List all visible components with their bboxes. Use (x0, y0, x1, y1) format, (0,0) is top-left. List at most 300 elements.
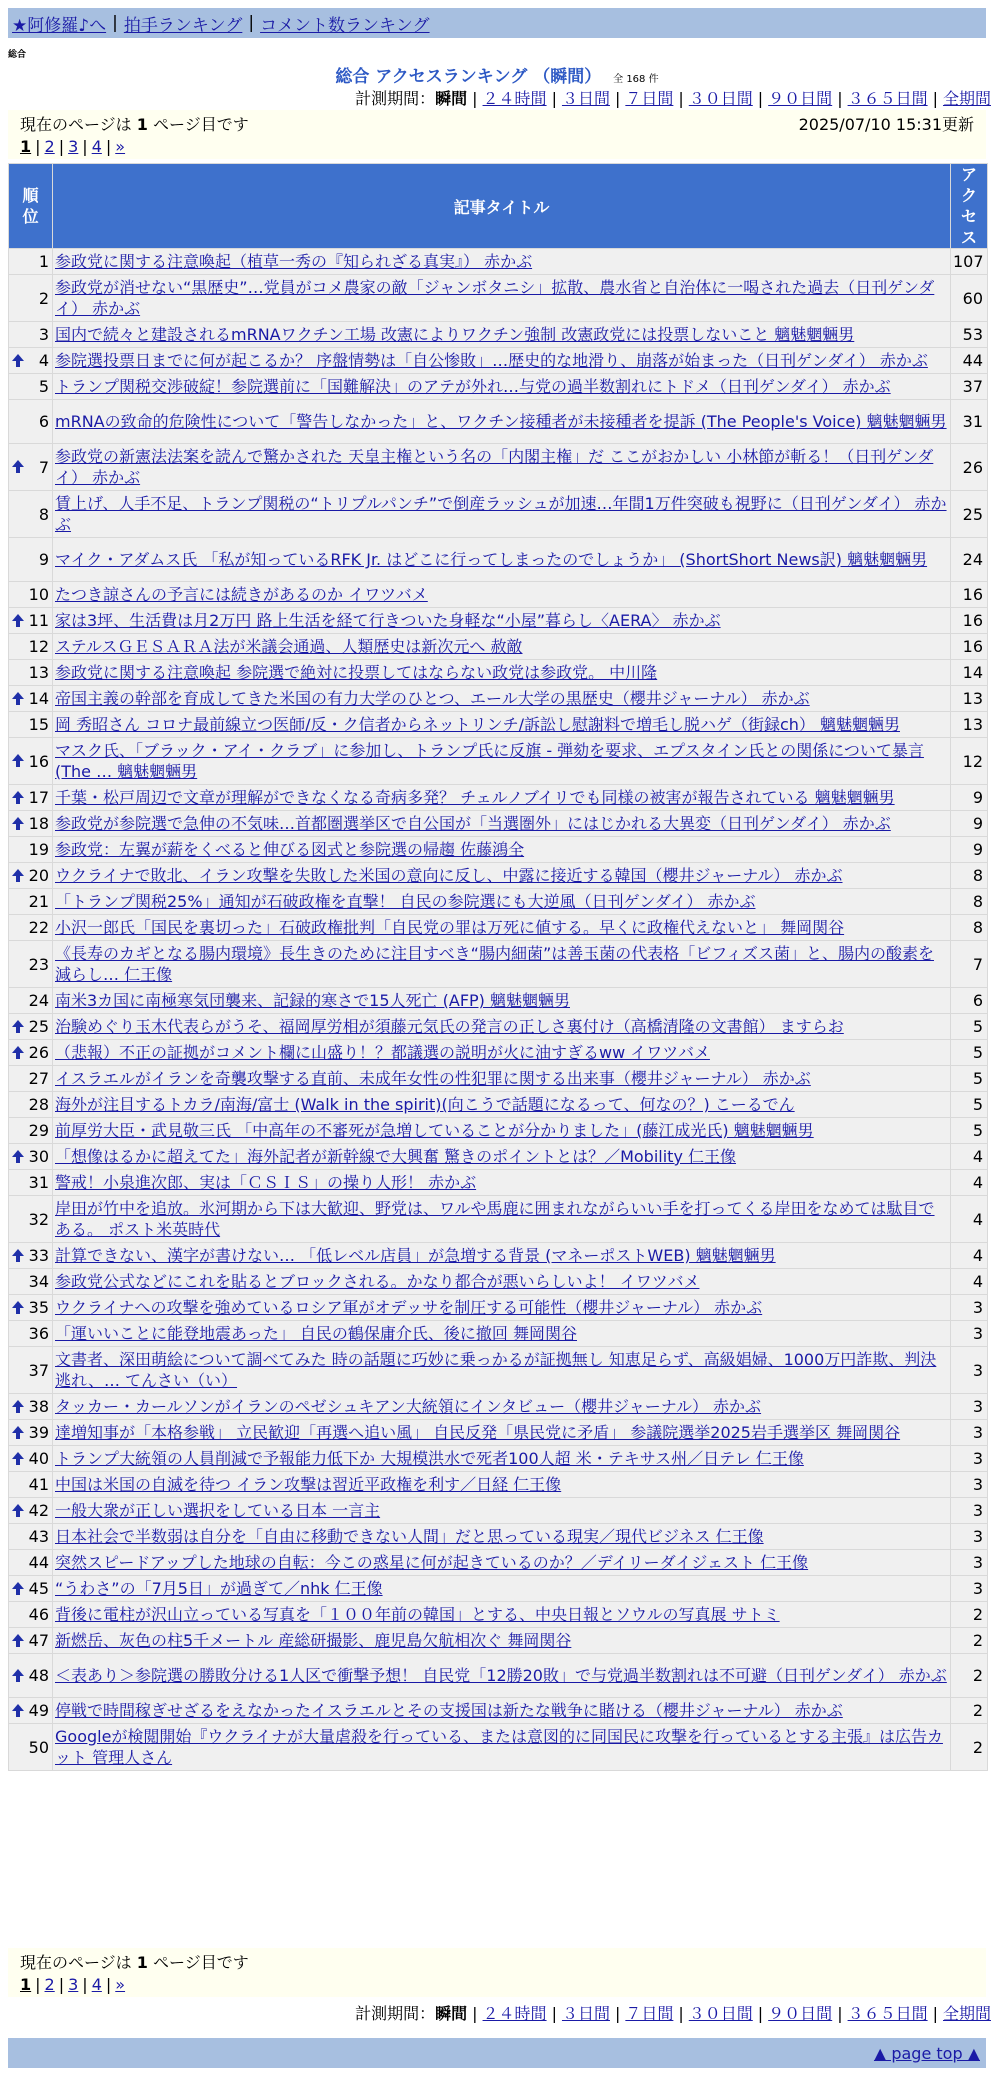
title-cell (53, 686, 950, 711)
article-link[interactable]: 計算できない、漢字が書けない… 「低レベル店員」が急増する背景 (マネーポストWEB) 魑魅魍魎男 (55, 1246, 776, 1265)
rank-cell (9, 941, 52, 987)
table-row (9, 1118, 987, 1143)
period-selector-top (355, 86, 991, 109)
article-link[interactable]: 参政党が消せない“黒歴史”…党員がコメ農家の敵「ジャンボタニシ」拡散、農水省と自治体に一喝された過去（日刊ゲンダイ） 赤かぶ (55, 278, 935, 318)
period-label: 計測期間： (355, 89, 436, 108)
rank-cell (9, 1066, 52, 1091)
access-count: 9 (951, 785, 987, 810)
article-link[interactable]: 「想像はるかに超えてた」海外記者が新幹線で大興奮 驚きのポイントとは？／Mobility 仁王像 (55, 1147, 737, 1166)
access-count: 8 (951, 915, 987, 940)
pager-next[interactable]: » (115, 136, 126, 156)
article-link[interactable]: 国内で続々と建設されるmRNAワクチン工場 改憲によりワクチン強制 改憲政党には投票しないこと 魑魅魍魎男 (55, 325, 855, 344)
article-link[interactable]: 警戒！小泉進次郎、実は「ＣＳＩＳ」の操り人形！ 赤かぶ (55, 1173, 477, 1192)
rank-cell (9, 1394, 52, 1419)
comment-ranking-link[interactable]: コメント数ランキング (260, 15, 430, 36)
access-count: 9 (951, 837, 987, 862)
access-count: 4 (951, 1196, 987, 1242)
access-count: 2 (951, 1698, 987, 1723)
rank-cell (9, 837, 52, 862)
rank-cell (9, 1144, 52, 1169)
article-link[interactable]: マスク氏、「ブラック・アイ・クラブ」に参加し、トランプ氏に反旗 - 弾劾を要求、エプスタイン氏との関係について暴言 (The … 魑魅魍魎男 (55, 741, 924, 781)
article-link[interactable]: 参政党に関する注意喚起（植草一秀の『知られざる真実』） 赤かぶ (55, 252, 533, 271)
rank-number: 20 (28, 866, 49, 885)
period-separator: | (837, 2004, 843, 2023)
title-cell (53, 1420, 950, 1445)
period-option[interactable]: ７日間 (625, 89, 674, 108)
nav-separator: | (112, 13, 118, 33)
access-count: 26 (951, 444, 987, 490)
article-link[interactable]: ステルスＧＥＳＡＲＡ法が米議会通過、人類歴史は新次元へ 赦敵 (55, 637, 523, 656)
table-row (9, 1092, 987, 1117)
rank-number: 45 (28, 1579, 49, 1598)
rank-number: 34 (28, 1272, 49, 1291)
access-count: 16 (951, 608, 987, 633)
title-cell (53, 249, 950, 274)
table-row (9, 1347, 987, 1393)
article-link[interactable]: 千葉・松戸周辺で文章が理解ができなくなる奇病多発？ チェルノブイリでも同様の被害が報告されている 魑魅魍魎男 (55, 788, 895, 807)
table-row (9, 738, 987, 784)
article-link[interactable]: 文書者、深田萌絵について調べてみた 時の話題に巧妙に乗っかるが証拠無し 知恵足らず、高級娼婦、1000万円詐欺、判決逃れ、… てんさい（い） (55, 1350, 937, 1390)
table-row (9, 1014, 987, 1039)
title-cell (53, 1118, 950, 1143)
title-cell (53, 1698, 950, 1723)
access-count: 2 (951, 1602, 987, 1627)
period-separator: | (757, 89, 764, 108)
title-cell (53, 837, 950, 862)
article-link[interactable]: 小沢一郎氏「国民を裏切った」石破政権批判「自民党の罪は万死に値する。早くに政権代えないと」 舞岡関谷 (55, 918, 845, 937)
rank-number: 8 (38, 504, 49, 524)
period-separator: | (472, 2004, 478, 2023)
period-separator: | (472, 89, 478, 108)
table-row (9, 1321, 987, 1346)
nav-separator: | (248, 13, 255, 33)
title-cell (53, 275, 950, 321)
pager-top (20, 135, 974, 157)
rank-cell (9, 1628, 52, 1653)
period-selector-bottom (355, 2001, 991, 2024)
rank-number: 3 (38, 325, 49, 344)
period-option[interactable]: ３０日間 (688, 89, 753, 108)
rank-number: 6 (38, 412, 49, 431)
table-row (9, 608, 987, 633)
title-cell (53, 1196, 950, 1242)
access-count: 5 (951, 1066, 987, 1091)
rank-number: 41 (28, 1475, 49, 1494)
rank-cell (9, 582, 52, 607)
table-row (9, 660, 987, 685)
article-link[interactable]: 背後に電柱が沢山立っている写真を「１００年前の韓国」とする、中央日報とソウルの写真展 サトミ (55, 1605, 780, 1624)
rank-number: 38 (28, 1397, 49, 1416)
title-cell (53, 322, 950, 347)
rank-number: 40 (28, 1449, 49, 1468)
title-cell (53, 1269, 950, 1294)
rank-number: 43 (28, 1527, 49, 1546)
access-count: 13 (951, 712, 987, 737)
article-link[interactable]: 前厚労大臣・武見敬三氏 「中高年の不審死が急増していることが分かりました」(藤江成光氏) 魑魅魍魎男 (55, 1121, 814, 1140)
rank-cell (9, 1446, 52, 1471)
article-link[interactable]: 賃上げ、人手不足、トランプ関税の“トリプルパンチ”で倒産ラッシュが加速…年間1万件突破も視野に（日刊ゲンダイ） 赤かぶ (55, 494, 947, 534)
rank-number: 11 (28, 611, 49, 630)
title-cell (53, 1394, 950, 1419)
access-count: 3 (951, 1472, 987, 1497)
title-cell (53, 582, 950, 607)
article-link[interactable]: 「運いいことに能登地震あった」 自民の鶴保庸介氏、後に撤回 舞岡関谷 (55, 1324, 578, 1343)
article-link[interactable]: 突然スピードアップした地球の自転：今この惑星に何が起きているのか？／デイリーダイジェスト 仁王像 (55, 1553, 809, 1572)
article-link[interactable]: 参政党に関する注意喚起 参院選で絶対に投票してはならない政党は参政党。 中川隆 (55, 663, 658, 682)
rank-number: 39 (28, 1423, 49, 1442)
access-count: 12 (951, 738, 987, 784)
rank-cell (9, 712, 52, 737)
period-option[interactable]: ９０日間 (768, 2004, 833, 2023)
period-option[interactable]: ３日間 (561, 2004, 610, 2023)
access-count: 8 (951, 889, 987, 914)
article-link[interactable]: たつき諒さんの予言には続きがあるのか イワツバメ (55, 585, 428, 604)
rank-number: 4 (38, 351, 49, 370)
period-current: 瞬間 (435, 89, 468, 108)
title-cell (53, 1040, 950, 1065)
rank-number: 2 (38, 288, 49, 308)
access-count: 4 (951, 1269, 987, 1294)
title-cell (53, 1654, 950, 1697)
rank-cell (9, 863, 52, 888)
rank-number: 23 (28, 954, 49, 974)
article-link[interactable]: トランプ関税交渉破綻！参院選前に「国難解決」のアテが外れ…与党の過半数割れにトドメ（日刊ゲンダイ） 赤かぶ (55, 377, 891, 396)
article-link[interactable]: 海外が注目するトカラ/南海/富士 (Walk in the spirit)(向こうで話題になるって、何なの？) こーるでん (55, 1095, 795, 1114)
rank-number: 42 (28, 1501, 49, 1520)
ranking-rows (9, 249, 987, 1770)
article-link[interactable]: 日本社会で半数弱は自分を「自由に移動できない人間」だと思っている現実／現代ビジネス 仁王像 (55, 1527, 764, 1546)
access-count: 53 (951, 322, 987, 347)
access-count: 3 (951, 1295, 987, 1320)
period-option[interactable]: ３６５日間 (847, 89, 928, 108)
access-count: 16 (951, 634, 987, 659)
title-cell (53, 374, 950, 399)
pager-separator: | (82, 1974, 88, 1994)
article-link[interactable]: ＜表あり＞参院選の勝敗分ける1人区で衝撃予想！ 自民党「12勝20敗」で与党過半数割れは不可避（日刊ゲンダイ） 赤かぶ (55, 1666, 947, 1685)
bottom-bar (8, 2038, 986, 2068)
access-count: 24 (951, 538, 987, 581)
period-option[interactable]: 全期間 (942, 2004, 991, 2023)
title-cell (53, 1347, 950, 1393)
article-link[interactable]: 治験めぐり玉木代表らがうそ、福岡厚労相が須藤元気氏の発言の正しさ裏付け（高橋清隆の文書館） ますらお (55, 1017, 844, 1036)
table-row (9, 1446, 987, 1471)
page-info-top (8, 110, 986, 159)
article-link[interactable]: 参政党の新憲法法案を読んで驚かされた 天皇主権という名の「内閣主権」だ ここがおかしい 小林節が斬る！（日刊ゲンダイ） 赤かぶ (55, 447, 934, 487)
rank-number: 49 (28, 1701, 49, 1720)
table-row (9, 582, 987, 607)
period-option[interactable]: ７日間 (625, 2004, 674, 2023)
rank-number: 1 (38, 252, 49, 271)
pager-separator: | (82, 136, 88, 156)
rank-cell (9, 374, 52, 399)
rank-number: 31 (28, 1173, 49, 1192)
table-row (9, 400, 987, 443)
article-link[interactable]: 《長寿のカギとなる腸内環境》長生きのために注目すべき“腸内細菌”は善玉菌の代表格「ビフィズス菌」と、腸内の酸素を減らし… 仁王像 (55, 944, 934, 984)
rank-number: 27 (28, 1069, 49, 1088)
article-link[interactable]: 中国は米国の自滅を待つ イラン攻撃は習近平政権を利す／日経 仁王像 (55, 1475, 562, 1494)
table-row (9, 1576, 987, 1601)
rank-cell (9, 1243, 52, 1268)
article-link[interactable]: 「トランプ関税25%」通知が石破政権を直撃！ 自民の参院選にも大逆風（日刊ゲンダイ） 赤かぶ (55, 892, 756, 911)
rank-cell (9, 1550, 52, 1575)
pager-separator: | (35, 136, 41, 156)
rank-cell (9, 322, 52, 347)
rank-cell (9, 1196, 52, 1242)
article-link[interactable]: 達増知事が「本格参戦」 立民歓迎「再選へ追い風」 自民反発「県民党に矛盾」 参議院選挙2025岩手選挙区 舞岡関谷 (55, 1423, 901, 1442)
col-header-rank: 順位 (9, 164, 52, 248)
title-cell (53, 738, 950, 784)
table-row (9, 1602, 987, 1627)
table-row (9, 1269, 987, 1294)
period-separator: | (551, 2004, 557, 2023)
rank-cell (9, 915, 52, 940)
rank-cell (9, 1347, 52, 1393)
rank-number: 44 (28, 1553, 49, 1572)
access-count: 16 (951, 582, 987, 607)
table-row (9, 1196, 987, 1242)
title-cell (53, 863, 950, 888)
rank-number: 17 (28, 788, 49, 807)
clap-ranking-link[interactable]: 拍手ランキング (123, 15, 243, 36)
page-top-link[interactable]: ▲ page top ▲ (873, 2043, 980, 2063)
updated-time: 2025/07/10 15:31更新 (798, 115, 974, 134)
pager-separator: | (105, 136, 112, 156)
access-count: 5 (951, 1118, 987, 1143)
pager-current: 1 (20, 136, 32, 156)
period-option[interactable]: ９０日間 (768, 89, 833, 108)
period-current: 瞬間 (435, 2004, 468, 2023)
col-header-count: アクセス (951, 164, 987, 248)
title-cell (53, 348, 950, 373)
access-count: 3 (951, 1550, 987, 1575)
rank-number: 10 (28, 585, 49, 604)
period-separator: | (757, 2004, 764, 2023)
article-link[interactable]: 南米3カ国に南極寒気団襲来、記録的寒さで15人死亡 (AFP) 魑魅魍魎男 (55, 991, 570, 1010)
rank-cell (9, 634, 52, 659)
table-row (9, 1472, 987, 1497)
access-count: 3 (951, 1498, 987, 1523)
access-count: 5 (951, 1092, 987, 1117)
article-link[interactable]: ウクライナへの攻撃を強めているロシア軍がオデッサを制圧する可能性（櫻井ジャーナル） 赤かぶ (55, 1298, 763, 1317)
pager-link[interactable]: 2 (44, 1974, 55, 1994)
article-link[interactable]: 一般大衆が正しい選択をしている日本 一言主 (55, 1501, 381, 1520)
rank-cell (9, 1118, 52, 1143)
article-link[interactable]: トランプ大統領の人員削減で予報能力低下か 大規模洪水で死者100人超 米・テキサス州／日テレ 仁王像 (55, 1449, 804, 1468)
title-cell (53, 608, 950, 633)
rank-number: 25 (28, 1017, 49, 1036)
rank-cell (9, 1602, 52, 1627)
article-link[interactable]: イスラエルがイランを奇襲攻撃する直前、未成年女性の性犯罪に関する出来事（櫻井ジャーナル） 赤かぶ (55, 1069, 811, 1088)
access-count: 3 (951, 1576, 987, 1601)
rank-cell (9, 538, 52, 581)
rank-cell (9, 811, 52, 836)
rank-cell (9, 1269, 52, 1294)
period-option[interactable]: ２４時間 (482, 89, 547, 108)
access-count: 3 (951, 1420, 987, 1445)
table-row (9, 1420, 987, 1445)
article-link[interactable]: 参政党：左翼が薪をくべると伸びる図式と参院選の帰趨 佐藤鴻全 (55, 840, 525, 859)
title-cell (53, 1170, 950, 1195)
period-separator: | (932, 89, 938, 108)
title-cell (53, 941, 950, 987)
title-cell (53, 1066, 950, 1091)
title-cell (53, 1446, 950, 1471)
table-row (9, 322, 987, 347)
access-count: 3 (951, 1524, 987, 1549)
access-count: 2 (951, 1628, 987, 1653)
title-cell (53, 1724, 950, 1770)
rank-cell (9, 1472, 52, 1497)
article-link[interactable]: ウクライナで敗北、イラン攻撃を失敗した米国の意向に反し、中露に接近する韓国（櫻井ジャーナル） 赤かぶ (55, 866, 843, 885)
article-link[interactable]: 岡 秀昭さん コロナ最前線立つ医師/反・ク信者からネットリンチ/訴訟し慰謝料で増毛し脱ハゲ（街録ch） 魑魅魍魎男 (55, 715, 900, 734)
rank-number: 7 (38, 457, 49, 477)
rank-cell (9, 1092, 52, 1117)
rank-number: 46 (28, 1605, 49, 1624)
table-row (9, 1144, 987, 1169)
access-count: 3 (951, 1321, 987, 1346)
access-count: 13 (951, 686, 987, 711)
article-link[interactable]: 新燃岳、灰色の柱5千メートル 産総研撮影、鹿児島欠航相次ぐ 舞岡関谷 (55, 1631, 572, 1650)
rank-cell (9, 608, 52, 633)
access-count: 4 (951, 1144, 987, 1169)
period-separator: | (932, 2004, 938, 2023)
rank-number: 9 (38, 550, 49, 569)
rank-number: 12 (28, 637, 49, 656)
rank-number: 32 (28, 1209, 49, 1229)
article-link[interactable]: 停戦で時間稼ぎせざるをえなかったイスラエルとその支援国は新たな戦争に賭ける（櫻井ジャーナル） 赤かぶ (55, 1701, 843, 1720)
page-indicator: 現在のページは 1 ページ目です (20, 1953, 249, 1972)
article-link[interactable]: Googleが検閲開始『ウクライナが大量虐殺を行っている、または意図的に同国民に攻撃を行っているとする主張』は広告カット 管理人さん (55, 1727, 943, 1767)
access-count: 2 (951, 1654, 987, 1697)
article-link[interactable]: 帝国主義の幹部を育成してきた米国の有力大学のひとつ、エール大学の黒歴史（櫻井ジャーナル） 赤かぶ (55, 689, 810, 708)
article-link[interactable]: 岸田が竹中を追放。氷河期から下は大歓迎、野党は、ワルや馬鹿に囲まれながらいい手を打ってくる岸田をなめては駄目である。 ポスト米英時代 (55, 1199, 935, 1239)
rank-cell (9, 1698, 52, 1723)
rank-number: 24 (28, 991, 49, 1010)
rank-cell (9, 348, 52, 373)
rank-cell (9, 1321, 52, 1346)
table-row (9, 1170, 987, 1195)
rank-number: 36 (28, 1324, 49, 1343)
period-option[interactable]: 全期間 (942, 89, 991, 108)
period-option[interactable]: ３０日間 (688, 2004, 753, 2023)
rank-cell (9, 1724, 52, 1770)
access-count: 25 (951, 491, 987, 537)
title-cell (53, 785, 950, 810)
rank-number: 13 (28, 663, 49, 682)
article-link[interactable]: mRNAの致命的危険性について「警告しなかった」と、ワクチン接種者が未接種者を提訴 (The People's Voice) 魑魅魍魎男 (55, 412, 947, 431)
rank-cell (9, 785, 52, 810)
rank-cell (9, 1014, 52, 1039)
period-option[interactable]: ２４時間 (482, 2004, 547, 2023)
period-option[interactable]: ３日間 (561, 89, 610, 108)
table-row (9, 491, 987, 537)
title-cell (53, 1498, 950, 1523)
total-count: 全 168 件 (613, 74, 659, 85)
pager-link[interactable]: 2 (44, 136, 55, 156)
rank-cell (9, 400, 52, 443)
access-count: 4 (951, 1243, 987, 1268)
access-count: 2 (951, 1724, 987, 1770)
title-cell (53, 444, 950, 490)
rank-number: 33 (28, 1246, 49, 1265)
table-row (9, 941, 987, 987)
title-cell (53, 1576, 950, 1601)
title-cell (53, 1602, 950, 1627)
rank-number: 19 (28, 840, 49, 859)
pager-link[interactable]: 3 (68, 1974, 79, 1994)
top-nav-bar (8, 8, 986, 38)
period-option[interactable]: ３６５日間 (847, 2004, 928, 2023)
article-link[interactable]: 家は3坪、生活費は月2万円 路上生活を経て行きついた身軽な“小屋”暮らし〈AERA〉 赤かぶ (55, 611, 721, 630)
table-row (9, 712, 987, 737)
access-count: 3 (951, 1347, 987, 1393)
rank-number: 22 (28, 918, 49, 937)
rank-cell (9, 660, 52, 685)
pager-next[interactable]: » (115, 1974, 126, 1994)
rank-number: 47 (28, 1631, 49, 1650)
access-count: 4 (951, 1170, 987, 1195)
table-row (9, 634, 987, 659)
article-link[interactable]: タッカー・カールソンがイランのペゼシュキアン大統領にインタビュー（櫻井ジャーナル） 赤かぶ (55, 1397, 762, 1416)
rank-cell (9, 988, 52, 1013)
table-row (9, 1243, 987, 1268)
title-cell (53, 1144, 950, 1169)
rank-number: 21 (28, 892, 49, 911)
article-link[interactable]: マイク・アダムス氏 「私が知っているRFK Jr. はどこに行ってしまったのでしょうか」 (ShortShort News訳) 魑魅魍魎男 (55, 550, 928, 569)
title-cell (53, 400, 950, 443)
ranking-table (8, 163, 988, 1771)
rank-number: 16 (28, 751, 49, 771)
title-cell (53, 712, 950, 737)
table-row (9, 785, 987, 810)
col-header-title: 記事タイトル (53, 164, 950, 248)
pager-current: 1 (20, 1974, 32, 1994)
article-link[interactable]: “うわさ”の「7月5日」が過ぎて／nhk 仁王像 (55, 1579, 383, 1598)
period-label: 計測期間： (355, 2004, 436, 2023)
title-cell (53, 491, 950, 537)
title-cell (53, 634, 950, 659)
home-link[interactable]: ★阿修羅♪へ (12, 15, 107, 36)
rank-number: 29 (28, 1121, 49, 1140)
rank-cell (9, 275, 52, 321)
title-cell (53, 1524, 950, 1549)
title-cell (53, 1243, 950, 1268)
rank-number: 5 (38, 377, 49, 396)
access-count: 8 (951, 863, 987, 888)
rank-cell (9, 444, 52, 490)
table-row (9, 1724, 987, 1770)
article-link[interactable]: 参院選投票日までに何が起こるか？ 序盤情勢は「自公惨敗」…歴史的な地滑り、崩落が始まった（日刊ゲンダイ） 赤かぶ (55, 351, 928, 370)
article-link[interactable]: 参政党公式などにこれを貼るとブロックされる。かなり都合が悪いらしいよ！ イワツバメ (55, 1272, 700, 1291)
pager-link[interactable]: 4 (91, 1974, 102, 1994)
article-link[interactable]: （悲報）不正の証拠がコメント欄に山盛り！？都議選の説明が火に油すぎるww イワツバメ (55, 1043, 710, 1062)
rank-cell (9, 1576, 52, 1601)
rank-cell (9, 1295, 52, 1320)
pager-link[interactable]: 4 (91, 136, 102, 156)
article-link[interactable]: 参政党が参院選で急伸の不気味…首都圏選挙区で自公国が「当選圏外」にはじかれる大異変（日刊ゲンダイ） 赤かぶ (55, 814, 891, 833)
access-count: 6 (951, 988, 987, 1013)
rank-number: 37 (28, 1360, 49, 1380)
access-count: 60 (951, 275, 987, 321)
page-title (0, 62, 994, 87)
table-row (9, 1698, 987, 1723)
table-row (9, 374, 987, 399)
table-row (9, 1040, 987, 1065)
table-row (9, 1498, 987, 1523)
table-row (9, 811, 987, 836)
pager-separator: | (35, 1974, 41, 1994)
pager-link[interactable]: 3 (68, 136, 79, 156)
